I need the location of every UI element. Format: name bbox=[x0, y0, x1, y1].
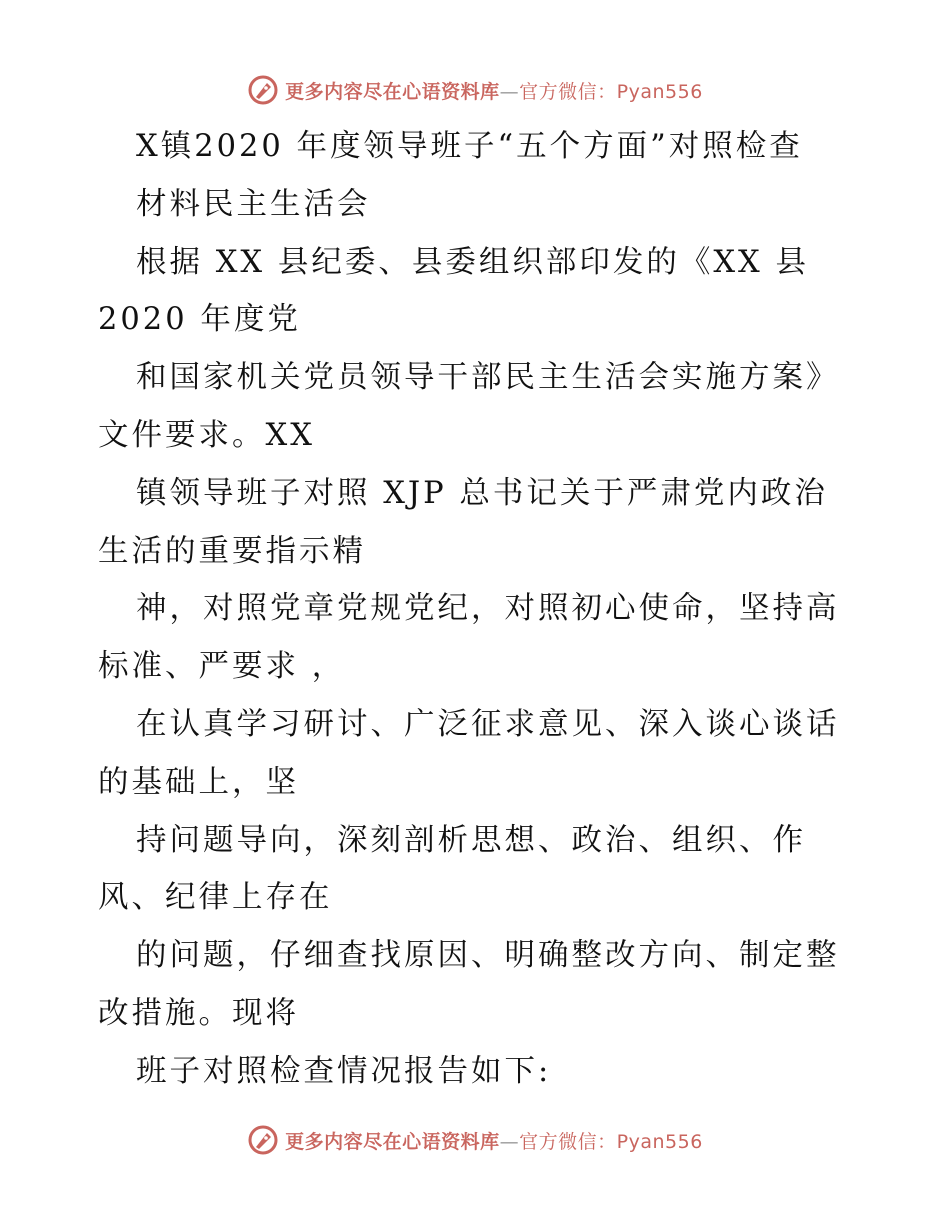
document-line: 班子对照检查情况报告如下: bbox=[136, 1053, 552, 1089]
pen-nib-circle-icon bbox=[247, 1124, 279, 1156]
document-line: 的问题，仔细查找原因、明确整改方向、制定整 bbox=[136, 938, 840, 974]
document-line: 在认真学习研讨、广泛征求意见、深入谈心谈话 bbox=[136, 706, 840, 742]
watermark-separator: — bbox=[499, 80, 520, 103]
watermark-site-name: 更多内容尽在心语资料库 bbox=[285, 1130, 500, 1153]
document-line: 风、纪律上存在 bbox=[98, 880, 333, 916]
watermark-site-name: 更多内容尽在心语资料库 bbox=[285, 80, 500, 103]
document-line: 和国家机关党员领导干部民主生活会实施方案》 bbox=[136, 360, 840, 396]
document-line: 生活的重要指示精 bbox=[98, 533, 366, 569]
watermark-text bbox=[285, 1127, 703, 1154]
watermark-text bbox=[285, 77, 703, 104]
watermark-wechat: 官方微信：Pyan556 bbox=[519, 1130, 703, 1153]
document-line: 根据 XX 县纪委、县委组织部印发的《XX 县 bbox=[136, 244, 809, 280]
document-line: 持问题导向，深刻剖析思想、政治、组织、作 bbox=[136, 822, 806, 858]
document-line: 文件要求。XX bbox=[98, 417, 315, 453]
document-line: 神，对照党章党规党纪，对照初心使命，坚持高 bbox=[136, 591, 840, 627]
document-line: 材料民主生活会 bbox=[136, 186, 371, 222]
document-line: X镇2020 年度领导班子“五个方面”对照检查 bbox=[136, 129, 803, 164]
document-line: 的基础上，坚 bbox=[98, 764, 299, 800]
watermark-wechat: 官方微信：Pyan556 bbox=[519, 80, 703, 103]
document-line: 改措施。现将 bbox=[98, 995, 299, 1031]
header-watermark bbox=[0, 70, 950, 110]
watermark-separator: — bbox=[499, 1130, 520, 1153]
document-line: 标准、严要求 ， bbox=[98, 649, 346, 685]
document-line: 镇领导班子对照 XJP 总书记关于严肃党内政治 bbox=[136, 475, 828, 511]
document-line: 2020 年度党 bbox=[98, 302, 301, 338]
footer-watermark bbox=[0, 1120, 950, 1160]
document-body bbox=[98, 118, 868, 1101]
pen-nib-circle-icon bbox=[247, 74, 279, 106]
